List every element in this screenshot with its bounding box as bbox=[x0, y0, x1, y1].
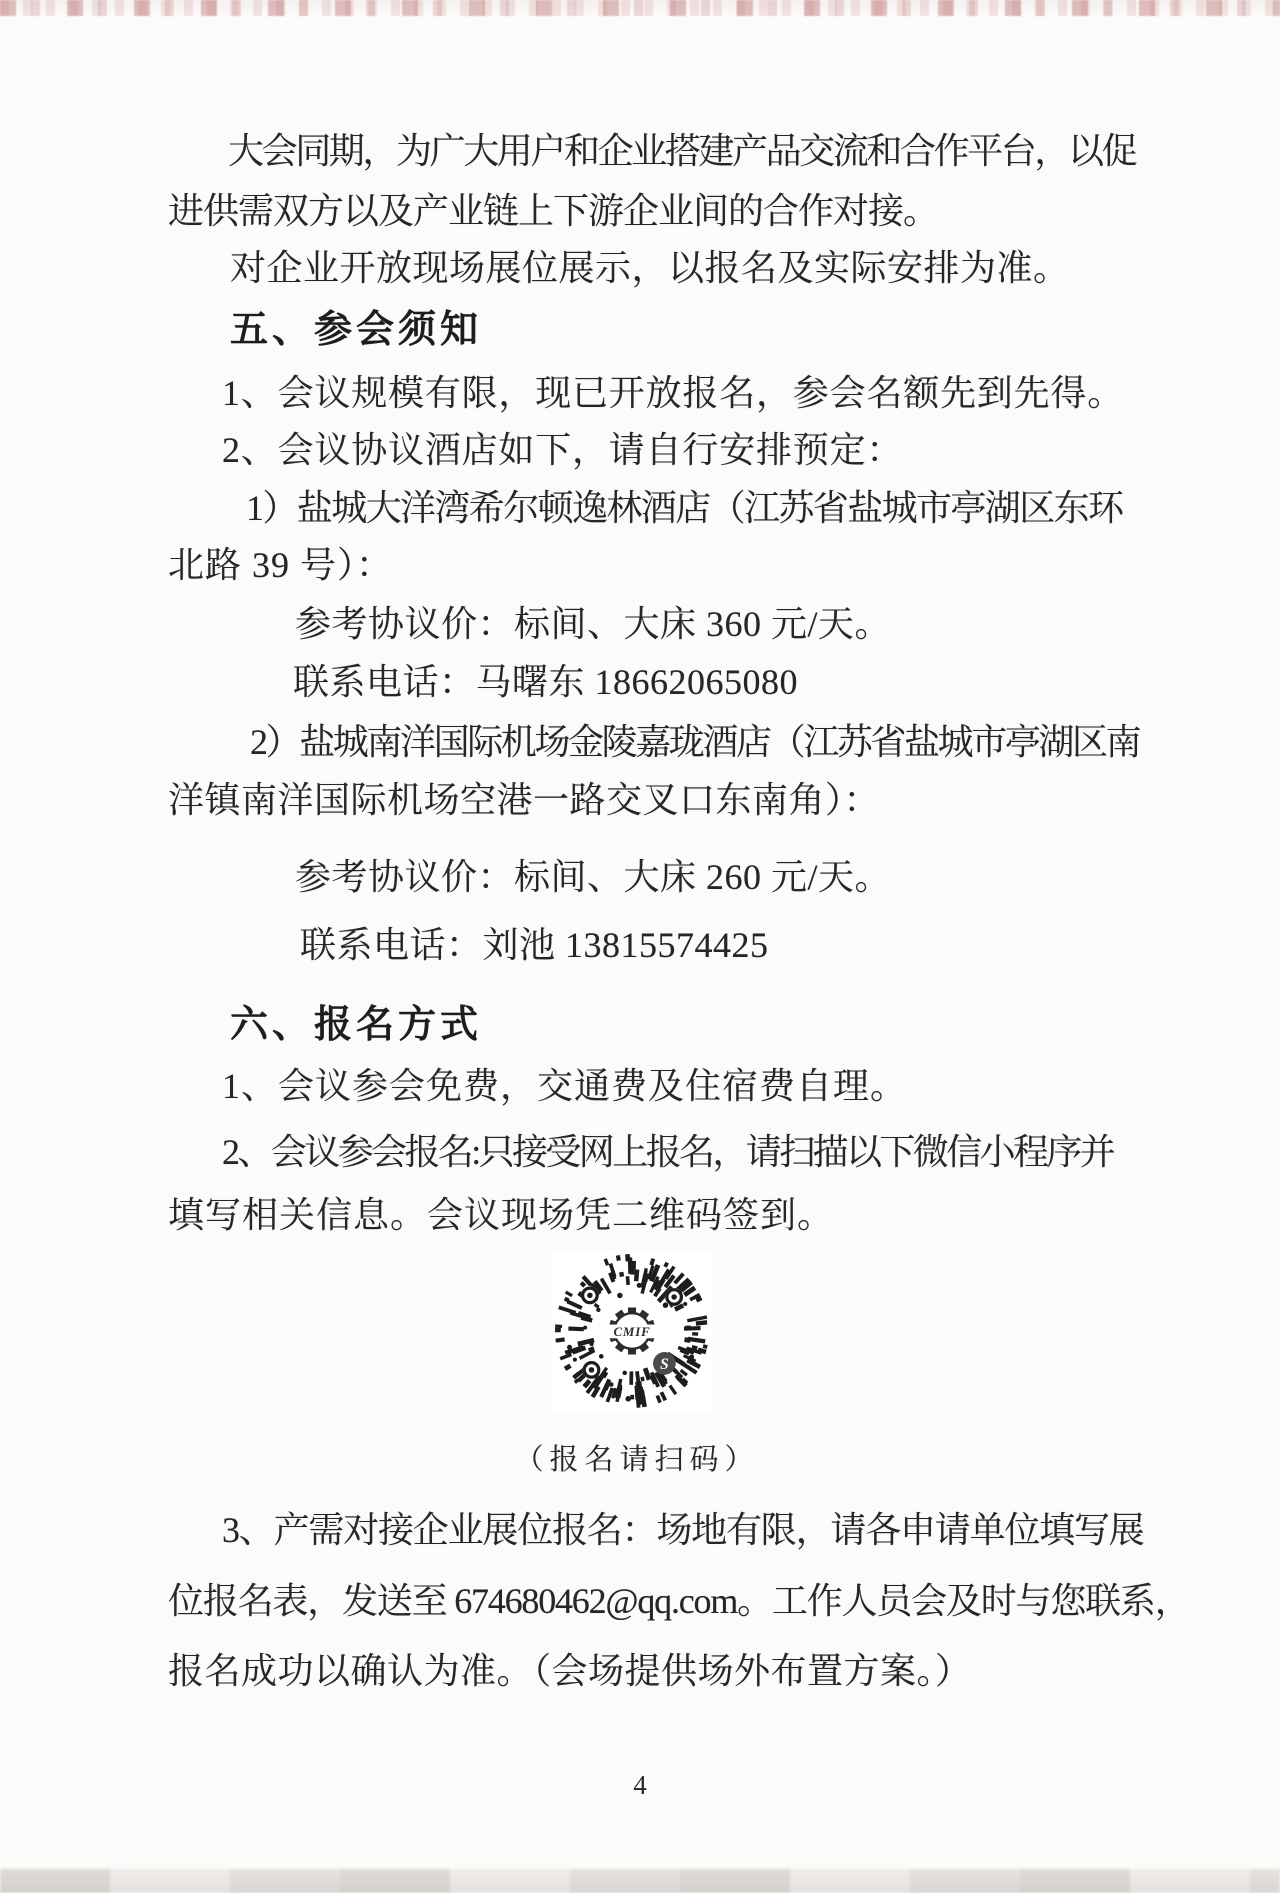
scan-artifact-bottom-edge bbox=[0, 1869, 1280, 1893]
wechat-miniprogram-icon: S bbox=[660, 1356, 669, 1374]
intro-paragraph-line-3: 对企业开放现场展位展示，以报名及实际安排为准。 bbox=[230, 248, 1070, 288]
wechat-miniprogram-qr-code bbox=[551, 1250, 713, 1412]
hotel1-contact: 联系电话：马曙东 18662065080 bbox=[293, 662, 799, 702]
section5-item-2: 2、会议协议酒店如下，请自行安排预定： bbox=[222, 430, 904, 470]
section6-item-3-line-1: 3、产需对接企业展位报名：场地有限，请各申请单位填写展 bbox=[222, 1510, 1144, 1550]
section6-item-2-line-2: 填写相关信息。会议现场凭二维码签到。 bbox=[168, 1195, 835, 1235]
intro-paragraph-line-2: 进供需双方以及产业链上下游企业间的合作对接。 bbox=[168, 191, 939, 231]
hotel1-price: 参考协议价：标间、大床 360 元/天。 bbox=[295, 604, 892, 644]
qr-code-icon bbox=[551, 1250, 713, 1412]
section5-item-1: 1、会议规模有限，现已开放报名，参会名额先到先得。 bbox=[222, 373, 1125, 413]
hotel2-contact: 联系电话：刘池 13815574425 bbox=[300, 925, 769, 965]
intro-paragraph-line-1: 大会同期，为广大用户和企业搭建产品交流和合作平台，以促 bbox=[228, 131, 1136, 171]
hotel2-name-line-2: 洋镇南洋国际机场空港一路交叉口东南角）： bbox=[168, 780, 881, 820]
section6-item-1: 1、会议参会免费，交通费及住宿费自理。 bbox=[222, 1066, 908, 1106]
cmif-logo-text: CMIF bbox=[613, 1323, 651, 1339]
section6-item-3-line-2: 位报名表，发送至 674680462@qq.com。工作人员会及时与您联系， bbox=[168, 1581, 1190, 1621]
section5-heading: 五、参会须知 bbox=[230, 309, 483, 351]
hotel2-price: 参考协议价：标间、大床 260 元/天。 bbox=[295, 857, 892, 897]
section6-heading: 六、报名方式 bbox=[230, 1004, 483, 1046]
page-number: 4 bbox=[633, 1770, 647, 1800]
section6-item-2-line-1: 2、会议参会报名:只接受网上报名，请扫描以下微信小程序并 bbox=[222, 1132, 1114, 1172]
scan-artifact-top-red-marks bbox=[0, 0, 1280, 16]
hotel1-name-line-2: 北路 39 号）： bbox=[168, 545, 394, 585]
qr-caption: （报名请扫码） bbox=[514, 1444, 760, 1476]
section6-item-3-line-3: 报名成功以确认为准。（会场提供场外布置方案。） bbox=[168, 1651, 972, 1691]
hotel1-name-line-1: 1）盐城大洋湾希尔顿逸林酒店（江苏省盐城市亭湖区东环 bbox=[246, 488, 1123, 528]
hotel2-name-line-1: 2）盐城南洋国际机场金陵嘉珑酒店（江苏省盐城市亭湖区南 bbox=[250, 722, 1140, 762]
